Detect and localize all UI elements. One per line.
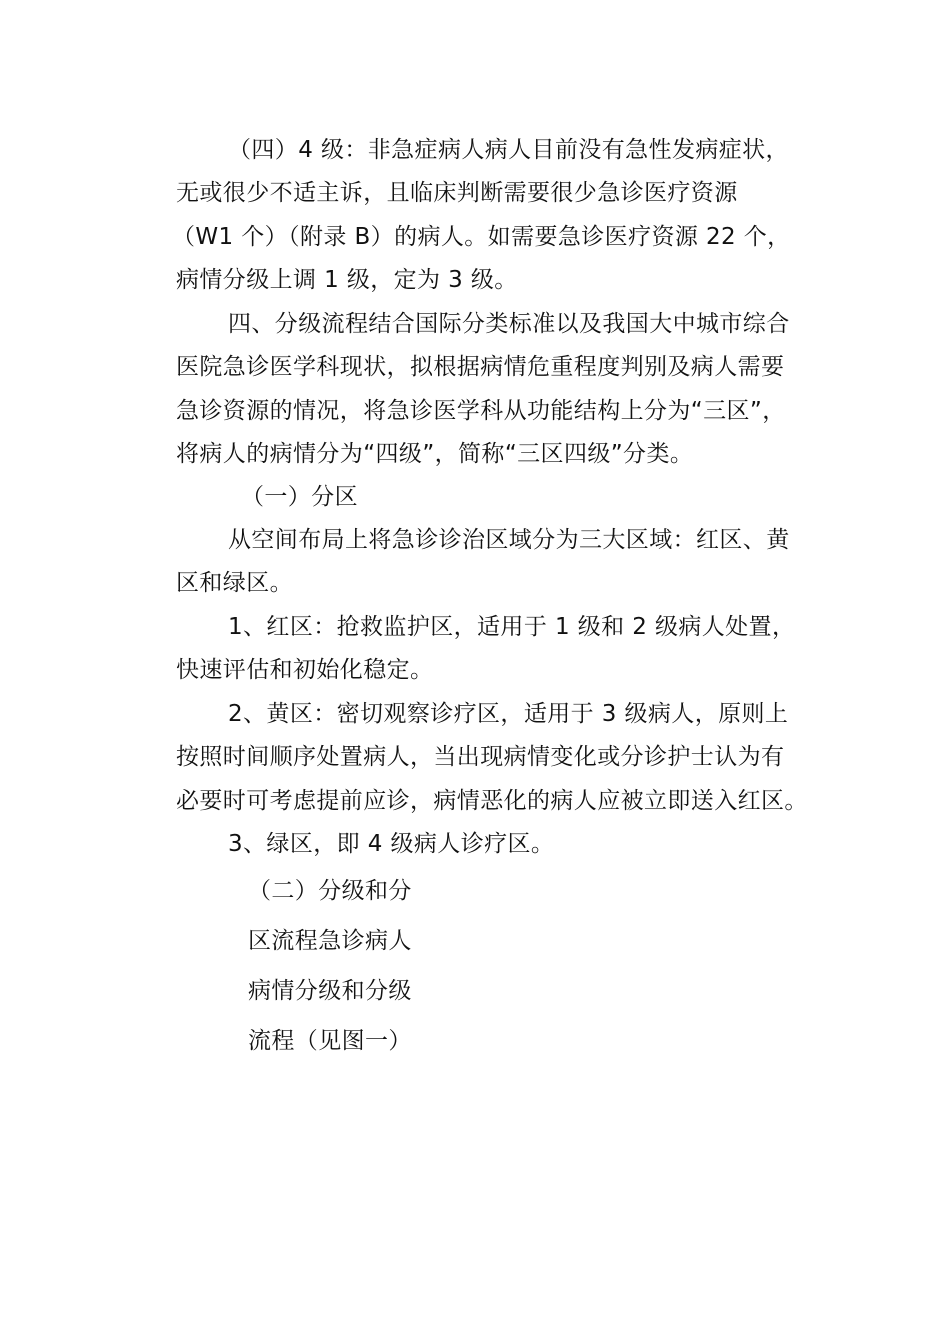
text-line: 急诊资源的情况，将急诊医学科从功能结构上分为“三区”， — [176, 398, 786, 424]
text-line: 2、黄区：密切观察诊疗区，适用于 3 级病人，原则上 — [228, 701, 789, 727]
text-line: 从空间布局上将急诊诊治区域分为三大区域：红区、黄 — [228, 527, 790, 553]
text-line: 按照时间顺序处置病人，当出现病情变化或分诊护士认为有 — [176, 744, 785, 770]
text-line: 医院急诊医学科现状，拟根据病情危重程度判别及病人需要 — [176, 354, 785, 380]
text-line: 病情分级上调 1 级，定为 3 级。 — [176, 267, 518, 293]
section-heading: （二）分级和分 — [248, 878, 412, 904]
section-heading: （一）分区 — [241, 484, 358, 510]
text-line: 3、绿区，即 4 级病人诊疗区。 — [228, 831, 555, 857]
text-line: 区和绿区。 — [176, 570, 293, 596]
text-line: 必要时可考虑提前应诊，病情恶化的病人应被立即送入红区。 — [176, 788, 808, 814]
text-line: 1、红区：抢救监护区，适用于 1 级和 2 级病人处置， — [228, 614, 796, 640]
text-line: （四）4 级：非急症病人病人目前没有急性发病症状， — [228, 137, 789, 163]
text-line: 区流程急诊病人 — [248, 928, 412, 954]
text-line: 将病人的病情分为“四级”，简称“三区四级”分类。 — [176, 441, 694, 467]
text-line: （W1 个）（附录 B）的病人。如需要急诊医疗资源 22 个， — [172, 224, 791, 250]
text-line: 快速评估和初始化稳定。 — [176, 657, 434, 683]
text-line: 流程（见图一） — [248, 1028, 412, 1054]
text-line: 无或很少不适主诉，且临床判断需要很少急诊医疗资源 — [176, 180, 738, 206]
text-line: 病情分级和分级 — [248, 978, 412, 1004]
text-line: 四、分级流程结合国际分类标准以及我国大中城市综合 — [228, 311, 790, 337]
